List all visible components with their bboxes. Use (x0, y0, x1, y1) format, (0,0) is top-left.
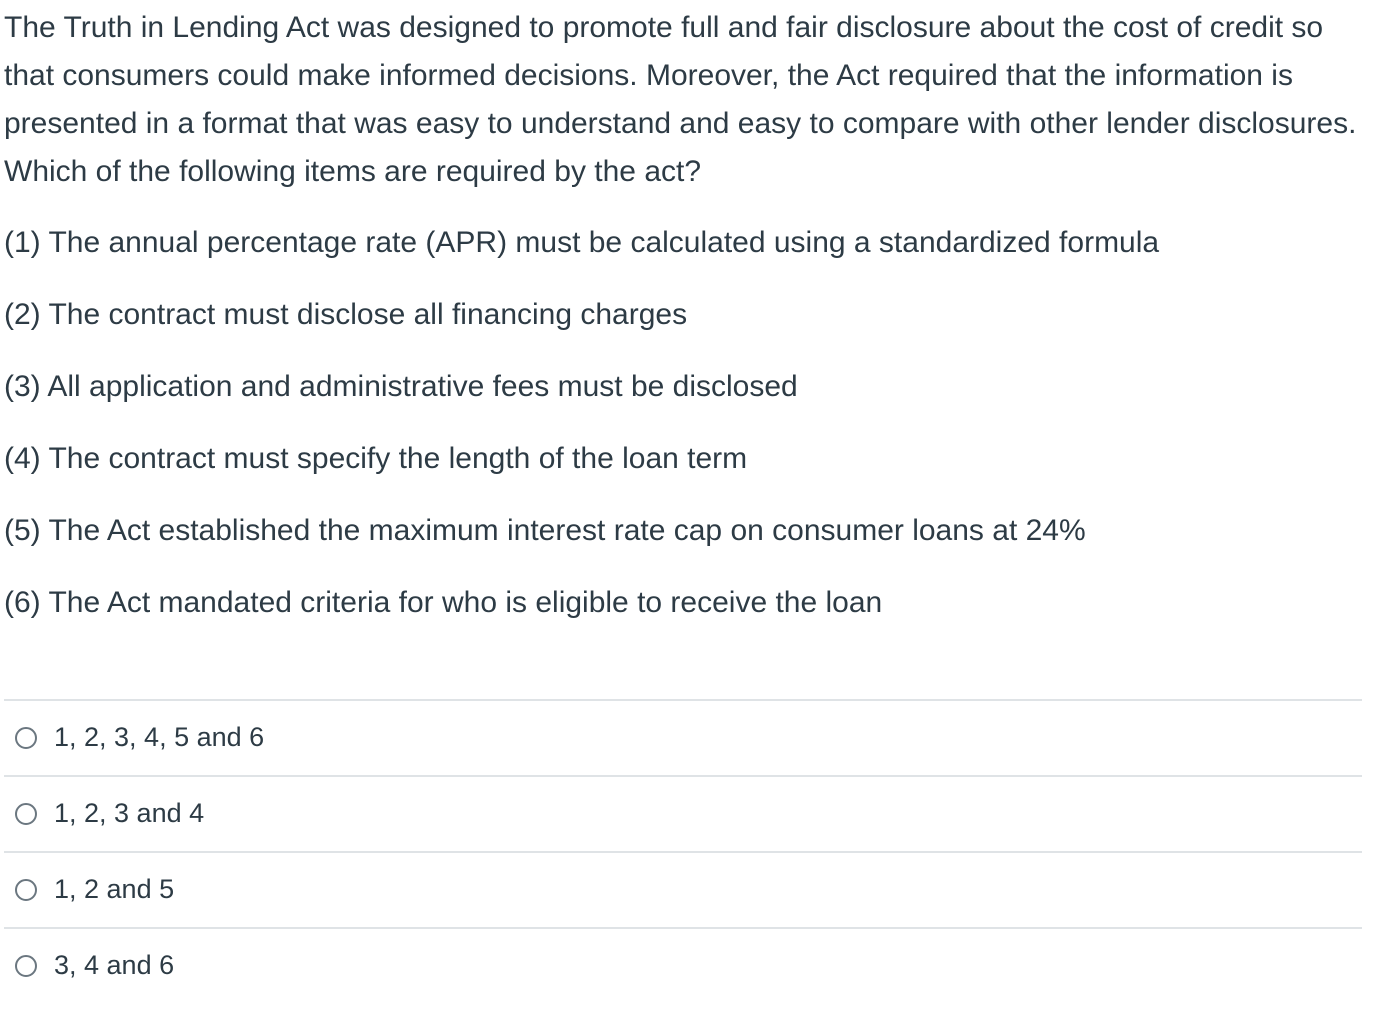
answer-option-2[interactable] (4, 775, 1362, 851)
radio-button[interactable] (15, 879, 37, 901)
radio-button[interactable] (15, 727, 37, 749)
statement-2: (2) The contract must disclose all financing charges (4, 298, 688, 331)
answer-option-4[interactable] (4, 927, 1362, 1003)
radio-button[interactable] (15, 803, 37, 825)
answer-label[interactable]: 3, 4 and 6 (54, 950, 175, 980)
answer-option-3[interactable] (4, 851, 1362, 927)
answer-label[interactable]: 1, 2, 3 and 4 (54, 798, 205, 828)
answer-label[interactable]: 1, 2, 3, 4, 5 and 6 (54, 722, 265, 752)
answer-list (4, 699, 1362, 1003)
statement-5: (5) The Act established the maximum interest rate cap on consumer loans at 24% (4, 514, 1086, 547)
statement-4: (4) The contract must specify the length of the loan term (4, 442, 748, 475)
answer-label[interactable]: 1, 2 and 5 (54, 874, 175, 904)
statement-6: (6) The Act mandated criteria for who is eligible to receive the loan (4, 586, 883, 619)
statement-3: (3) All application and administrative fees must be disclosed (4, 370, 798, 403)
statement-1: (1) The annual percentage rate (APR) must be calculated using a standardized formula (4, 226, 1160, 259)
radio-button[interactable] (15, 955, 37, 977)
question-text: The Truth in Lending Act was designed to promote full and fair disclosure about the cost of credit so that consumers could make informed decisions. Moreover, the Act required that the information is presented in a format that was easy to understand and easy to compare with other lender disclosures. Which of the following items are required by the act? (4, 11, 1357, 188)
answer-option-1[interactable] (4, 699, 1362, 775)
